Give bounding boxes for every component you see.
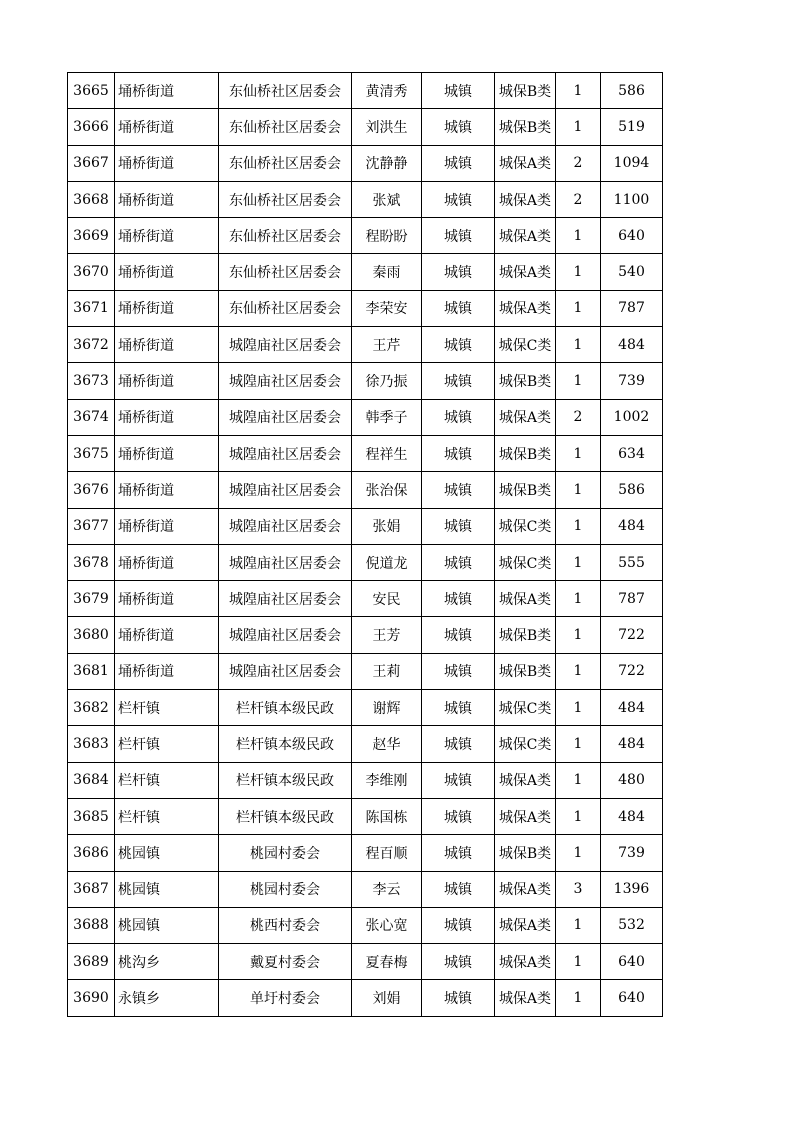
amount-cell: 480 bbox=[601, 762, 663, 798]
row-number-cell: 3677 bbox=[68, 508, 115, 544]
table-row bbox=[68, 835, 663, 871]
area-type-cell: 城镇 bbox=[422, 762, 495, 798]
community-cell: 城隍庙社区居委会 bbox=[219, 399, 352, 435]
table-row bbox=[68, 472, 663, 508]
amount-cell: 540 bbox=[601, 254, 663, 290]
name-cell: 秦雨 bbox=[352, 254, 422, 290]
street-cell: 埇桥街道 bbox=[115, 327, 219, 363]
row-number-cell: 3671 bbox=[68, 290, 115, 326]
street-cell: 埇桥街道 bbox=[115, 218, 219, 254]
household-count-cell: 1 bbox=[556, 290, 601, 326]
table-row bbox=[68, 254, 663, 290]
row-number-cell: 3672 bbox=[68, 327, 115, 363]
row-number-cell: 3689 bbox=[68, 944, 115, 980]
area-type-cell: 城镇 bbox=[422, 835, 495, 871]
table-row bbox=[68, 907, 663, 943]
table-row bbox=[68, 327, 663, 363]
household-count-cell: 1 bbox=[556, 218, 601, 254]
insurance-class-cell: 城保C类 bbox=[495, 544, 556, 580]
insurance-class-cell: 城保A类 bbox=[495, 254, 556, 290]
row-number-cell: 3666 bbox=[68, 109, 115, 145]
name-cell: 张斌 bbox=[352, 181, 422, 217]
name-cell: 程祥生 bbox=[352, 435, 422, 471]
insurance-class-cell: 城保A类 bbox=[495, 762, 556, 798]
name-cell: 沈静静 bbox=[352, 145, 422, 181]
area-type-cell: 城镇 bbox=[422, 690, 495, 726]
name-cell: 李荣安 bbox=[352, 290, 422, 326]
area-type-cell: 城镇 bbox=[422, 617, 495, 653]
table-row bbox=[68, 363, 663, 399]
table-row bbox=[68, 508, 663, 544]
insurance-class-cell: 城保A类 bbox=[495, 980, 556, 1016]
household-count-cell: 1 bbox=[556, 617, 601, 653]
household-count-cell: 1 bbox=[556, 907, 601, 943]
street-cell: 埇桥街道 bbox=[115, 109, 219, 145]
household-count-cell: 2 bbox=[556, 145, 601, 181]
row-number-cell: 3684 bbox=[68, 762, 115, 798]
table-row bbox=[68, 544, 663, 580]
community-cell: 城隍庙社区居委会 bbox=[219, 327, 352, 363]
street-cell: 桃园镇 bbox=[115, 907, 219, 943]
community-cell: 栏杆镇本级民政 bbox=[219, 798, 352, 834]
street-cell: 埇桥街道 bbox=[115, 399, 219, 435]
area-type-cell: 城镇 bbox=[422, 145, 495, 181]
street-cell: 埇桥街道 bbox=[115, 508, 219, 544]
table-row bbox=[68, 871, 663, 907]
row-number-cell: 3675 bbox=[68, 435, 115, 471]
table-row bbox=[68, 617, 663, 653]
community-cell: 栏杆镇本级民政 bbox=[219, 726, 352, 762]
area-type-cell: 城镇 bbox=[422, 726, 495, 762]
table-row bbox=[68, 762, 663, 798]
community-cell: 桃园村委会 bbox=[219, 835, 352, 871]
insurance-class-cell: 城保A类 bbox=[495, 218, 556, 254]
community-cell: 城隍庙社区居委会 bbox=[219, 435, 352, 471]
household-count-cell: 1 bbox=[556, 472, 601, 508]
street-cell: 埇桥街道 bbox=[115, 254, 219, 290]
community-cell: 城隍庙社区居委会 bbox=[219, 617, 352, 653]
amount-cell: 722 bbox=[601, 617, 663, 653]
name-cell: 赵华 bbox=[352, 726, 422, 762]
street-cell: 埇桥街道 bbox=[115, 544, 219, 580]
name-cell: 李云 bbox=[352, 871, 422, 907]
row-number-cell: 3676 bbox=[68, 472, 115, 508]
name-cell: 李维刚 bbox=[352, 762, 422, 798]
household-count-cell: 1 bbox=[556, 798, 601, 834]
insurance-class-cell: 城保B类 bbox=[495, 472, 556, 508]
insurance-class-cell: 城保A类 bbox=[495, 581, 556, 617]
insurance-class-cell: 城保B类 bbox=[495, 435, 556, 471]
insurance-class-cell: 城保C类 bbox=[495, 726, 556, 762]
community-cell: 东仙桥社区居委会 bbox=[219, 218, 352, 254]
community-cell: 栏杆镇本级民政 bbox=[219, 762, 352, 798]
table-body bbox=[68, 73, 663, 1017]
amount-cell: 640 bbox=[601, 218, 663, 254]
table-row bbox=[68, 73, 663, 109]
household-count-cell: 1 bbox=[556, 544, 601, 580]
household-count-cell: 1 bbox=[556, 980, 601, 1016]
area-type-cell: 城镇 bbox=[422, 544, 495, 580]
area-type-cell: 城镇 bbox=[422, 218, 495, 254]
street-cell: 桃园镇 bbox=[115, 835, 219, 871]
row-number-cell: 3687 bbox=[68, 871, 115, 907]
insurance-class-cell: 城保A类 bbox=[495, 181, 556, 217]
household-count-cell: 1 bbox=[556, 73, 601, 109]
amount-cell: 640 bbox=[601, 980, 663, 1016]
amount-cell: 484 bbox=[601, 726, 663, 762]
insurance-class-cell: 城保B类 bbox=[495, 73, 556, 109]
street-cell: 埇桥街道 bbox=[115, 435, 219, 471]
area-type-cell: 城镇 bbox=[422, 73, 495, 109]
name-cell: 张治保 bbox=[352, 472, 422, 508]
community-cell: 单圩村委会 bbox=[219, 980, 352, 1016]
community-cell: 桃西村委会 bbox=[219, 907, 352, 943]
amount-cell: 484 bbox=[601, 690, 663, 726]
household-count-cell: 2 bbox=[556, 399, 601, 435]
row-number-cell: 3669 bbox=[68, 218, 115, 254]
community-cell: 东仙桥社区居委会 bbox=[219, 181, 352, 217]
community-cell: 栏杆镇本级民政 bbox=[219, 690, 352, 726]
insurance-class-cell: 城保B类 bbox=[495, 653, 556, 689]
household-count-cell: 1 bbox=[556, 254, 601, 290]
insurance-class-cell: 城保C类 bbox=[495, 327, 556, 363]
street-cell: 埇桥街道 bbox=[115, 73, 219, 109]
street-cell: 桃园镇 bbox=[115, 871, 219, 907]
street-cell: 栏杆镇 bbox=[115, 798, 219, 834]
insurance-class-cell: 城保A类 bbox=[495, 944, 556, 980]
name-cell: 张心宽 bbox=[352, 907, 422, 943]
row-number-cell: 3682 bbox=[68, 690, 115, 726]
name-cell: 张娟 bbox=[352, 508, 422, 544]
insurance-class-cell: 城保A类 bbox=[495, 798, 556, 834]
area-type-cell: 城镇 bbox=[422, 871, 495, 907]
row-number-cell: 3688 bbox=[68, 907, 115, 943]
amount-cell: 1396 bbox=[601, 871, 663, 907]
community-cell: 城隍庙社区居委会 bbox=[219, 472, 352, 508]
table-row bbox=[68, 435, 663, 471]
name-cell: 安民 bbox=[352, 581, 422, 617]
household-count-cell: 1 bbox=[556, 653, 601, 689]
name-cell: 徐乃振 bbox=[352, 363, 422, 399]
household-count-cell: 1 bbox=[556, 363, 601, 399]
table-row bbox=[68, 218, 663, 254]
street-cell: 埇桥街道 bbox=[115, 290, 219, 326]
amount-cell: 1002 bbox=[601, 399, 663, 435]
amount-cell: 555 bbox=[601, 544, 663, 580]
row-number-cell: 3683 bbox=[68, 726, 115, 762]
insurance-class-cell: 城保C类 bbox=[495, 508, 556, 544]
area-type-cell: 城镇 bbox=[422, 399, 495, 435]
row-number-cell: 3681 bbox=[68, 653, 115, 689]
name-cell: 刘娟 bbox=[352, 980, 422, 1016]
street-cell: 埇桥街道 bbox=[115, 145, 219, 181]
street-cell: 桃沟乡 bbox=[115, 944, 219, 980]
area-type-cell: 城镇 bbox=[422, 472, 495, 508]
household-count-cell: 1 bbox=[556, 762, 601, 798]
street-cell: 埇桥街道 bbox=[115, 617, 219, 653]
area-type-cell: 城镇 bbox=[422, 798, 495, 834]
row-number-cell: 3678 bbox=[68, 544, 115, 580]
insurance-class-cell: 城保A类 bbox=[495, 145, 556, 181]
area-type-cell: 城镇 bbox=[422, 181, 495, 217]
area-type-cell: 城镇 bbox=[422, 327, 495, 363]
insurance-class-cell: 城保B类 bbox=[495, 363, 556, 399]
table-row bbox=[68, 980, 663, 1016]
row-number-cell: 3685 bbox=[68, 798, 115, 834]
area-type-cell: 城镇 bbox=[422, 363, 495, 399]
amount-cell: 519 bbox=[601, 109, 663, 145]
area-type-cell: 城镇 bbox=[422, 944, 495, 980]
row-number-cell: 3686 bbox=[68, 835, 115, 871]
amount-cell: 640 bbox=[601, 944, 663, 980]
community-cell: 东仙桥社区居委会 bbox=[219, 73, 352, 109]
amount-cell: 739 bbox=[601, 835, 663, 871]
amount-cell: 722 bbox=[601, 653, 663, 689]
area-type-cell: 城镇 bbox=[422, 290, 495, 326]
area-type-cell: 城镇 bbox=[422, 907, 495, 943]
community-cell: 城隍庙社区居委会 bbox=[219, 581, 352, 617]
row-number-cell: 3673 bbox=[68, 363, 115, 399]
street-cell: 栏杆镇 bbox=[115, 726, 219, 762]
area-type-cell: 城镇 bbox=[422, 653, 495, 689]
amount-cell: 586 bbox=[601, 472, 663, 508]
insurance-class-cell: 城保C类 bbox=[495, 690, 556, 726]
street-cell: 埇桥街道 bbox=[115, 363, 219, 399]
community-cell: 城隍庙社区居委会 bbox=[219, 508, 352, 544]
amount-cell: 484 bbox=[601, 508, 663, 544]
amount-cell: 1094 bbox=[601, 145, 663, 181]
street-cell: 埇桥街道 bbox=[115, 472, 219, 508]
household-count-cell: 2 bbox=[556, 181, 601, 217]
street-cell: 埇桥街道 bbox=[115, 581, 219, 617]
data-table bbox=[67, 72, 663, 1017]
street-cell: 栏杆镇 bbox=[115, 690, 219, 726]
table-row bbox=[68, 653, 663, 689]
community-cell: 城隍庙社区居委会 bbox=[219, 653, 352, 689]
community-cell: 城隍庙社区居委会 bbox=[219, 363, 352, 399]
table-row bbox=[68, 109, 663, 145]
row-number-cell: 3679 bbox=[68, 581, 115, 617]
insurance-class-cell: 城保B类 bbox=[495, 835, 556, 871]
street-cell: 栏杆镇 bbox=[115, 762, 219, 798]
household-count-cell: 3 bbox=[556, 871, 601, 907]
community-cell: 东仙桥社区居委会 bbox=[219, 145, 352, 181]
community-cell: 城隍庙社区居委会 bbox=[219, 544, 352, 580]
area-type-cell: 城镇 bbox=[422, 254, 495, 290]
amount-cell: 1100 bbox=[601, 181, 663, 217]
table-row bbox=[68, 581, 663, 617]
name-cell: 夏春梅 bbox=[352, 944, 422, 980]
household-count-cell: 1 bbox=[556, 327, 601, 363]
insurance-class-cell: 城保A类 bbox=[495, 290, 556, 326]
table-row bbox=[68, 798, 663, 834]
street-cell: 永镇乡 bbox=[115, 980, 219, 1016]
amount-cell: 532 bbox=[601, 907, 663, 943]
household-count-cell: 1 bbox=[556, 508, 601, 544]
row-number-cell: 3667 bbox=[68, 145, 115, 181]
household-count-cell: 1 bbox=[556, 581, 601, 617]
street-cell: 埇桥街道 bbox=[115, 181, 219, 217]
row-number-cell: 3680 bbox=[68, 617, 115, 653]
row-number-cell: 3670 bbox=[68, 254, 115, 290]
row-number-cell: 3668 bbox=[68, 181, 115, 217]
household-count-cell: 1 bbox=[556, 109, 601, 145]
amount-cell: 586 bbox=[601, 73, 663, 109]
name-cell: 王芳 bbox=[352, 617, 422, 653]
household-count-cell: 1 bbox=[556, 726, 601, 762]
table-row bbox=[68, 944, 663, 980]
name-cell: 王莉 bbox=[352, 653, 422, 689]
name-cell: 黄清秀 bbox=[352, 73, 422, 109]
area-type-cell: 城镇 bbox=[422, 435, 495, 471]
household-count-cell: 1 bbox=[556, 835, 601, 871]
community-cell: 东仙桥社区居委会 bbox=[219, 290, 352, 326]
insurance-class-cell: 城保A类 bbox=[495, 399, 556, 435]
household-count-cell: 1 bbox=[556, 435, 601, 471]
area-type-cell: 城镇 bbox=[422, 581, 495, 617]
household-count-cell: 1 bbox=[556, 944, 601, 980]
household-count-cell: 1 bbox=[556, 690, 601, 726]
amount-cell: 787 bbox=[601, 581, 663, 617]
amount-cell: 484 bbox=[601, 798, 663, 834]
area-type-cell: 城镇 bbox=[422, 109, 495, 145]
table-row bbox=[68, 145, 663, 181]
amount-cell: 787 bbox=[601, 290, 663, 326]
name-cell: 韩季子 bbox=[352, 399, 422, 435]
table-row bbox=[68, 690, 663, 726]
street-cell: 埇桥街道 bbox=[115, 653, 219, 689]
community-cell: 桃园村委会 bbox=[219, 871, 352, 907]
amount-cell: 484 bbox=[601, 327, 663, 363]
name-cell: 谢辉 bbox=[352, 690, 422, 726]
table-row bbox=[68, 290, 663, 326]
name-cell: 刘洪生 bbox=[352, 109, 422, 145]
table-row bbox=[68, 726, 663, 762]
name-cell: 程百顺 bbox=[352, 835, 422, 871]
name-cell: 程盼盼 bbox=[352, 218, 422, 254]
community-cell: 东仙桥社区居委会 bbox=[219, 109, 352, 145]
community-cell: 戴夏村委会 bbox=[219, 944, 352, 980]
area-type-cell: 城镇 bbox=[422, 980, 495, 1016]
table-row bbox=[68, 181, 663, 217]
name-cell: 倪道龙 bbox=[352, 544, 422, 580]
community-cell: 东仙桥社区居委会 bbox=[219, 254, 352, 290]
amount-cell: 634 bbox=[601, 435, 663, 471]
name-cell: 陈国栋 bbox=[352, 798, 422, 834]
insurance-class-cell: 城保A类 bbox=[495, 871, 556, 907]
area-type-cell: 城镇 bbox=[422, 508, 495, 544]
insurance-class-cell: 城保A类 bbox=[495, 907, 556, 943]
table-row bbox=[68, 399, 663, 435]
name-cell: 王芹 bbox=[352, 327, 422, 363]
row-number-cell: 3665 bbox=[68, 73, 115, 109]
insurance-class-cell: 城保B类 bbox=[495, 617, 556, 653]
insurance-class-cell: 城保B类 bbox=[495, 109, 556, 145]
row-number-cell: 3690 bbox=[68, 980, 115, 1016]
row-number-cell: 3674 bbox=[68, 399, 115, 435]
amount-cell: 739 bbox=[601, 363, 663, 399]
